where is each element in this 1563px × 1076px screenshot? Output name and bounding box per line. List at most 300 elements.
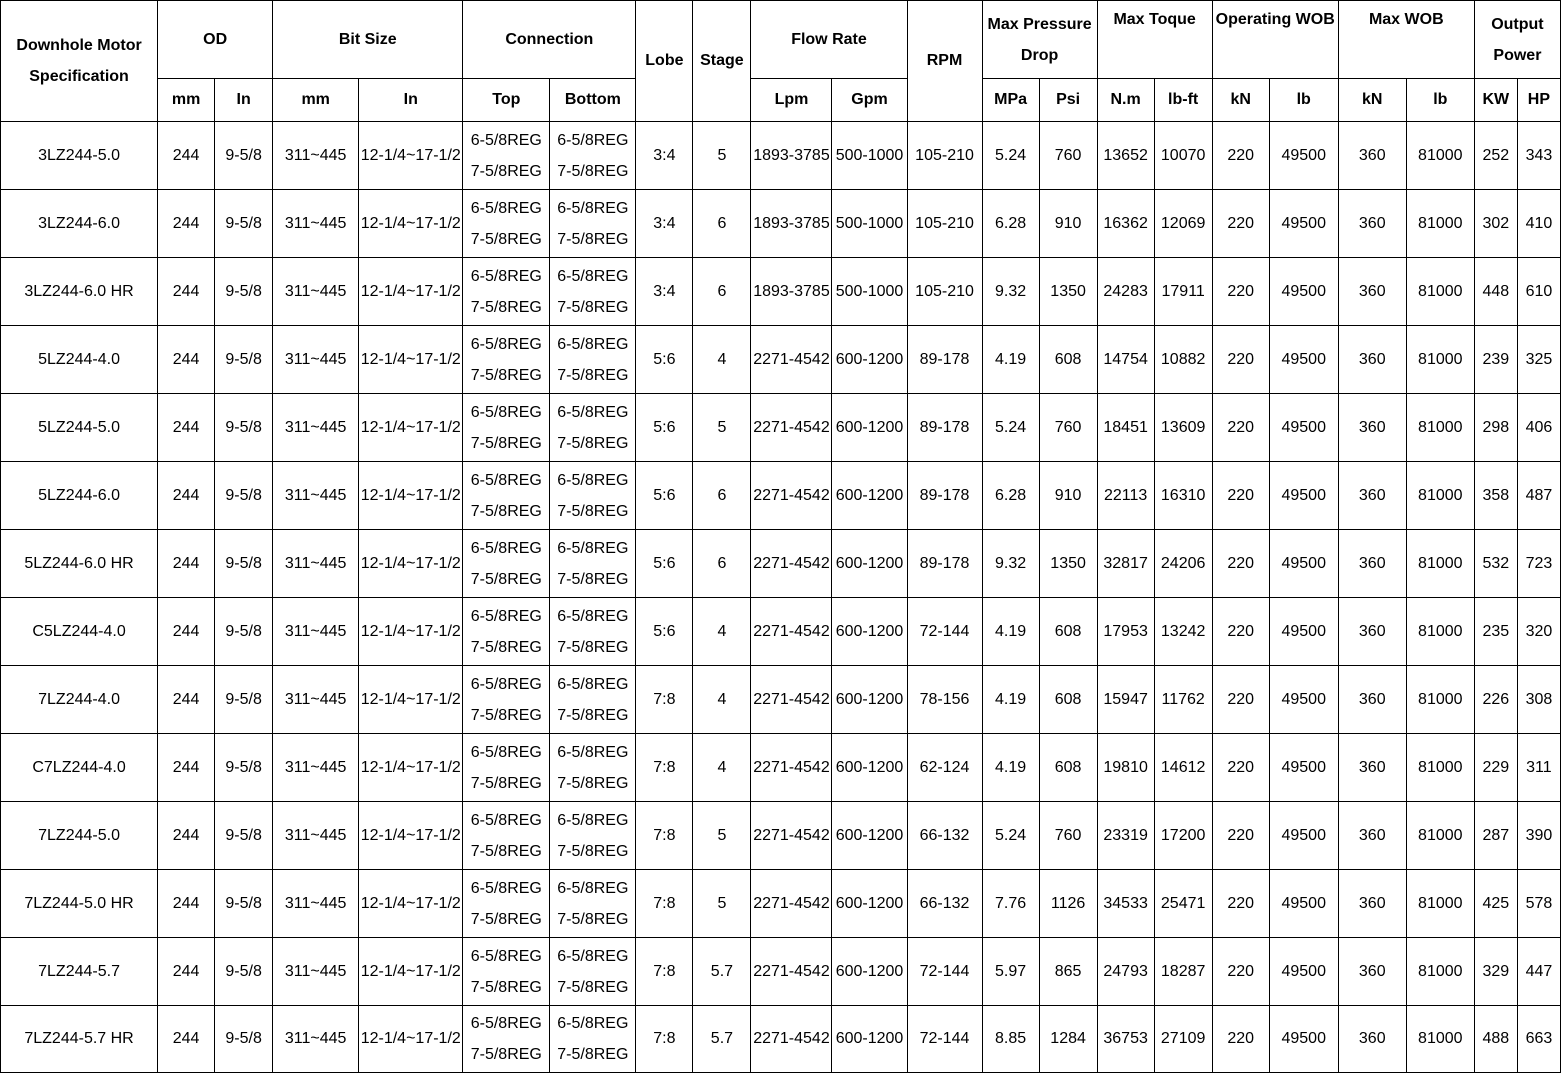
power-hp-cell: 343 [1517, 122, 1560, 190]
max-wob-lb-cell: 81000 [1406, 394, 1474, 462]
rpm-cell: 62-124 [907, 734, 982, 802]
od-mm-cell: 244 [158, 190, 215, 258]
connection-thread: 6-5/8REG [557, 539, 629, 557]
max-wob-lb-cell: 81000 [1406, 258, 1474, 326]
op-wob-kn-cell: 220 [1212, 802, 1269, 870]
torque-nm-cell: 19810 [1097, 734, 1154, 802]
connection-thread: 6-5/8REG [557, 1015, 629, 1032]
lobe-cell: 7:8 [636, 802, 693, 870]
stage-cell: 5.7 [693, 938, 751, 1006]
connection-thread: 7-5/8REG [557, 842, 629, 860]
connection-thread: 7-5/8REG [470, 978, 542, 996]
flow-gpm-cell: 600-1200 [832, 530, 907, 598]
connection-top-cell [463, 462, 550, 530]
power-kw-cell: 239 [1474, 326, 1517, 394]
table-row [1, 598, 1561, 666]
flow-lpm-cell: 2271-4542 [751, 462, 832, 530]
max-wob-lb-cell: 81000 [1406, 1006, 1474, 1073]
flow-lpm-cell: 2271-4542 [751, 394, 832, 462]
connection-thread: 7-5/8REG [557, 706, 629, 724]
flow-gpm-cell: 600-1200 [832, 734, 907, 802]
connection-thread: 7-5/8REG [557, 774, 629, 792]
connection-bottom-cell [550, 802, 636, 870]
header-connection: Connection [463, 1, 636, 79]
od-in-cell: 9-5/8 [215, 938, 273, 1006]
pressure-psi-cell: 608 [1039, 598, 1097, 666]
flow-lpm-cell: 2271-4542 [751, 326, 832, 394]
stage-cell: 5 [693, 122, 751, 190]
od-mm-cell: 244 [158, 802, 215, 870]
lobe-cell: 3:4 [636, 258, 693, 326]
flow-gpm-cell: 600-1200 [832, 938, 907, 1006]
table-row [1, 394, 1561, 462]
bit-mm-cell: 311~445 [273, 598, 359, 666]
max-wob-kn-cell: 360 [1338, 394, 1406, 462]
torque-nm-cell: 17953 [1097, 598, 1154, 666]
unit-od-mm: mm [158, 79, 215, 122]
model-cell: 3LZ244-5.0 [1, 122, 158, 190]
connection-thread: 6-5/8REG [557, 471, 629, 489]
od-in-cell: 9-5/8 [215, 122, 273, 190]
unit-op-wob-lb: lb [1269, 79, 1338, 122]
max-wob-kn-cell: 360 [1338, 938, 1406, 1006]
header-max-pressure-drop: Max Pressure Drop [982, 1, 1097, 79]
bit-mm-cell: 311~445 [273, 122, 359, 190]
torque-lbft-cell: 27109 [1154, 1006, 1212, 1073]
connection-thread: 6-5/8REG [557, 267, 629, 285]
connection-thread: 7-5/8REG [557, 978, 629, 996]
torque-nm-cell: 24793 [1097, 938, 1154, 1006]
power-kw-cell: 358 [1474, 462, 1517, 530]
rpm-cell: 89-178 [907, 326, 982, 394]
torque-lbft-cell: 17200 [1154, 802, 1212, 870]
lobe-cell: 3:4 [636, 122, 693, 190]
connection-top-cell [463, 938, 550, 1006]
op-wob-kn-cell: 220 [1212, 394, 1269, 462]
torque-nm-cell: 34533 [1097, 870, 1154, 938]
model-cell: 3LZ244-6.0 [1, 190, 158, 258]
connection-thread: 7-5/8REG [470, 1046, 542, 1063]
torque-nm-cell: 16362 [1097, 190, 1154, 258]
torque-nm-cell: 15947 [1097, 666, 1154, 734]
pressure-psi-cell: 865 [1039, 938, 1097, 1006]
connection-thread: 7-5/8REG [557, 230, 629, 248]
table-row [1, 462, 1561, 530]
od-in-cell: 9-5/8 [215, 530, 273, 598]
pressure-psi-cell: 608 [1039, 326, 1097, 394]
torque-nm-cell: 32817 [1097, 530, 1154, 598]
op-wob-lb-cell: 49500 [1269, 258, 1338, 326]
op-wob-kn-cell: 220 [1212, 598, 1269, 666]
model-cell: 5LZ244-4.0 [1, 326, 158, 394]
lobe-cell: 3:4 [636, 190, 693, 258]
header-bit-size: Bit Size [273, 1, 463, 79]
connection-bottom-cell [550, 326, 636, 394]
op-wob-lb-cell: 49500 [1269, 598, 1338, 666]
stage-cell: 5.7 [693, 1006, 751, 1073]
power-kw-cell: 425 [1474, 870, 1517, 938]
bit-mm-cell: 311~445 [273, 462, 359, 530]
flow-gpm-cell: 600-1200 [832, 462, 907, 530]
connection-thread: 6-5/8REG [470, 675, 542, 693]
od-in-cell: 9-5/8 [215, 326, 273, 394]
connection-thread: 7-5/8REG [557, 570, 629, 588]
bit-mm-cell: 311~445 [273, 802, 359, 870]
pressure-psi-cell: 1350 [1039, 530, 1097, 598]
rpm-cell: 72-144 [907, 938, 982, 1006]
torque-nm-cell: 36753 [1097, 1006, 1154, 1073]
connection-top-cell [463, 530, 550, 598]
bit-in-cell: 12-1/4~17-1/2 [359, 326, 463, 394]
op-wob-kn-cell: 220 [1212, 462, 1269, 530]
pressure-psi-cell: 760 [1039, 802, 1097, 870]
pressure-mpa-cell: 7.76 [982, 870, 1039, 938]
torque-lbft-cell: 16310 [1154, 462, 1212, 530]
max-wob-lb-cell: 81000 [1406, 598, 1474, 666]
connection-top-cell [463, 666, 550, 734]
unit-bit-in: In [359, 79, 463, 122]
power-hp-cell: 308 [1517, 666, 1560, 734]
flow-lpm-cell: 1893-3785 [751, 190, 832, 258]
op-wob-lb-cell: 49500 [1269, 1006, 1338, 1073]
flow-gpm-cell: 600-1200 [832, 870, 907, 938]
connection-bottom-cell [550, 938, 636, 1006]
stage-cell: 5 [693, 394, 751, 462]
bit-in-cell: 12-1/4~17-1/2 [359, 530, 463, 598]
stage-cell: 6 [693, 258, 751, 326]
od-mm-cell: 244 [158, 326, 215, 394]
op-wob-lb-cell: 49500 [1269, 666, 1338, 734]
torque-nm-cell: 18451 [1097, 394, 1154, 462]
stage-cell: 4 [693, 734, 751, 802]
od-in-cell: 9-5/8 [215, 802, 273, 870]
power-kw-cell: 448 [1474, 258, 1517, 326]
op-wob-lb-cell: 49500 [1269, 734, 1338, 802]
max-wob-lb-cell: 81000 [1406, 870, 1474, 938]
connection-thread: 6-5/8REG [470, 335, 542, 353]
op-wob-lb-cell: 49500 [1269, 530, 1338, 598]
unit-conn-bottom: Bottom [550, 79, 636, 122]
connection-bottom-cell [550, 734, 636, 802]
flow-lpm-cell: 1893-3785 [751, 258, 832, 326]
op-wob-kn-cell: 220 [1212, 734, 1269, 802]
connection-thread: 7-5/8REG [557, 1046, 629, 1063]
connection-thread: 6-5/8REG [470, 403, 542, 421]
connection-thread: 7-5/8REG [470, 842, 542, 860]
connection-top-cell [463, 734, 550, 802]
op-wob-kn-cell: 220 [1212, 530, 1269, 598]
max-wob-kn-cell: 360 [1338, 598, 1406, 666]
pressure-mpa-cell: 4.19 [982, 734, 1039, 802]
torque-lbft-cell: 10882 [1154, 326, 1212, 394]
table-row [1, 326, 1561, 394]
torque-lbft-cell: 13609 [1154, 394, 1212, 462]
connection-thread: 6-5/8REG [557, 199, 629, 217]
pressure-mpa-cell: 5.97 [982, 938, 1039, 1006]
torque-lbft-cell: 12069 [1154, 190, 1212, 258]
flow-lpm-cell: 2271-4542 [751, 870, 832, 938]
power-kw-cell: 287 [1474, 802, 1517, 870]
unit-power-hp: HP [1517, 79, 1560, 122]
power-kw-cell: 252 [1474, 122, 1517, 190]
connection-bottom-cell [550, 1006, 636, 1073]
pressure-mpa-cell: 6.28 [982, 190, 1039, 258]
power-hp-cell: 390 [1517, 802, 1560, 870]
od-in-cell: 9-5/8 [215, 1006, 273, 1073]
lobe-cell: 5:6 [636, 394, 693, 462]
power-hp-cell: 311 [1517, 734, 1560, 802]
bit-mm-cell: 311~445 [273, 1006, 359, 1073]
flow-lpm-cell: 2271-4542 [751, 598, 832, 666]
op-wob-kn-cell: 220 [1212, 326, 1269, 394]
pressure-mpa-cell: 5.24 [982, 122, 1039, 190]
flow-gpm-cell: 600-1200 [832, 598, 907, 666]
torque-lbft-cell: 11762 [1154, 666, 1212, 734]
od-mm-cell: 244 [158, 666, 215, 734]
power-kw-cell: 302 [1474, 190, 1517, 258]
od-mm-cell: 244 [158, 870, 215, 938]
model-cell: 3LZ244-6.0 HR [1, 258, 158, 326]
connection-thread: 6-5/8REG [557, 131, 629, 149]
connection-thread: 7-5/8REG [470, 638, 542, 656]
max-wob-lb-cell: 81000 [1406, 326, 1474, 394]
power-hp-cell: 325 [1517, 326, 1560, 394]
rpm-cell: 66-132 [907, 870, 982, 938]
od-mm-cell: 244 [158, 938, 215, 1006]
pressure-psi-cell: 1350 [1039, 258, 1097, 326]
op-wob-kn-cell: 220 [1212, 666, 1269, 734]
connection-thread: 7-5/8REG [557, 366, 629, 384]
op-wob-kn-cell: 220 [1212, 190, 1269, 258]
lobe-cell: 5:6 [636, 462, 693, 530]
lobe-cell: 7:8 [636, 938, 693, 1006]
max-wob-lb-cell: 81000 [1406, 190, 1474, 258]
table-row [1, 1006, 1561, 1073]
rpm-cell: 72-144 [907, 598, 982, 666]
rpm-cell: 105-210 [907, 122, 982, 190]
model-cell: 5LZ244-6.0 [1, 462, 158, 530]
rpm-cell: 78-156 [907, 666, 982, 734]
connection-thread: 6-5/8REG [470, 1015, 542, 1032]
unit-bit-mm: mm [273, 79, 359, 122]
op-wob-lb-cell: 49500 [1269, 938, 1338, 1006]
torque-lbft-cell: 17911 [1154, 258, 1212, 326]
max-wob-kn-cell: 360 [1338, 870, 1406, 938]
op-wob-lb-cell: 49500 [1269, 462, 1338, 530]
table-row [1, 122, 1561, 190]
pressure-psi-cell: 1126 [1039, 870, 1097, 938]
torque-lbft-cell: 13242 [1154, 598, 1212, 666]
connection-thread: 6-5/8REG [470, 607, 542, 625]
stage-cell: 4 [693, 598, 751, 666]
lobe-cell: 7:8 [636, 734, 693, 802]
max-wob-kn-cell: 360 [1338, 326, 1406, 394]
connection-thread: 7-5/8REG [470, 774, 542, 792]
od-in-cell: 9-5/8 [215, 258, 273, 326]
connection-thread: 6-5/8REG [557, 335, 629, 353]
flow-gpm-cell: 600-1200 [832, 326, 907, 394]
flow-lpm-cell: 1893-3785 [751, 122, 832, 190]
bit-in-cell: 12-1/4~17-1/2 [359, 734, 463, 802]
connection-thread: 6-5/8REG [470, 539, 542, 557]
unit-pressure-psi: Psi [1039, 79, 1097, 122]
power-hp-cell: 578 [1517, 870, 1560, 938]
torque-nm-cell: 22113 [1097, 462, 1154, 530]
lobe-cell: 5:6 [636, 530, 693, 598]
table-row [1, 734, 1561, 802]
header-operating-wob: Operating WOB [1212, 1, 1338, 79]
connection-thread: 6-5/8REG [557, 403, 629, 421]
connection-thread: 7-5/8REG [470, 910, 542, 928]
model-cell: 7LZ244-5.7 HR [1, 1006, 158, 1073]
torque-lbft-cell: 24206 [1154, 530, 1212, 598]
header-od: OD [158, 1, 273, 79]
torque-lbft-cell: 18287 [1154, 938, 1212, 1006]
power-kw-cell: 488 [1474, 1006, 1517, 1073]
power-kw-cell: 532 [1474, 530, 1517, 598]
connection-bottom-cell [550, 190, 636, 258]
bit-mm-cell: 311~445 [273, 734, 359, 802]
flow-gpm-cell: 500-1000 [832, 190, 907, 258]
header-rpm: RPM [907, 1, 982, 122]
header-flow-rate: Flow Rate [751, 1, 907, 79]
connection-thread: 6-5/8REG [470, 743, 542, 761]
table-row [1, 530, 1561, 598]
unit-conn-top: Top [463, 79, 550, 122]
lobe-cell: 7:8 [636, 666, 693, 734]
rpm-cell: 89-178 [907, 530, 982, 598]
unit-op-wob-kn: kN [1212, 79, 1269, 122]
header-lobe: Lobe [636, 1, 693, 122]
pressure-psi-cell: 910 [1039, 462, 1097, 530]
connection-bottom-cell [550, 870, 636, 938]
model-cell: C5LZ244-4.0 [1, 598, 158, 666]
bit-in-cell: 12-1/4~17-1/2 [359, 1006, 463, 1073]
stage-cell: 5 [693, 802, 751, 870]
pressure-mpa-cell: 5.24 [982, 802, 1039, 870]
power-kw-cell: 229 [1474, 734, 1517, 802]
unit-max-wob-lb: lb [1406, 79, 1474, 122]
lobe-cell: 5:6 [636, 326, 693, 394]
power-kw-cell: 329 [1474, 938, 1517, 1006]
pressure-psi-cell: 760 [1039, 394, 1097, 462]
header-output-power: Output Power [1474, 1, 1560, 79]
bit-mm-cell: 311~445 [273, 530, 359, 598]
connection-thread: 6-5/8REG [557, 811, 629, 829]
flow-lpm-cell: 2271-4542 [751, 530, 832, 598]
power-hp-cell: 663 [1517, 1006, 1560, 1073]
od-in-cell: 9-5/8 [215, 666, 273, 734]
od-mm-cell: 244 [158, 122, 215, 190]
connection-thread: 6-5/8REG [557, 675, 629, 693]
connection-thread: 7-5/8REG [470, 502, 542, 520]
flow-lpm-cell: 2271-4542 [751, 666, 832, 734]
rpm-cell: 89-178 [907, 394, 982, 462]
torque-nm-cell: 23319 [1097, 802, 1154, 870]
unit-torque-lbft: lb-ft [1154, 79, 1212, 122]
connection-thread: 7-5/8REG [557, 502, 629, 520]
flow-lpm-cell: 2271-4542 [751, 802, 832, 870]
bit-mm-cell: 311~445 [273, 190, 359, 258]
connection-bottom-cell [550, 598, 636, 666]
power-kw-cell: 226 [1474, 666, 1517, 734]
connection-bottom-cell [550, 258, 636, 326]
bit-in-cell: 12-1/4~17-1/2 [359, 258, 463, 326]
connection-bottom-cell [550, 462, 636, 530]
od-in-cell: 9-5/8 [215, 598, 273, 666]
lobe-cell: 7:8 [636, 870, 693, 938]
model-cell: 7LZ244-4.0 [1, 666, 158, 734]
stage-cell: 4 [693, 666, 751, 734]
torque-lbft-cell: 14612 [1154, 734, 1212, 802]
rpm-cell: 105-210 [907, 190, 982, 258]
max-wob-lb-cell: 81000 [1406, 666, 1474, 734]
header-stage: Stage [693, 1, 751, 122]
connection-thread: 7-5/8REG [470, 706, 542, 724]
torque-nm-cell: 24283 [1097, 258, 1154, 326]
connection-thread: 6-5/8REG [557, 879, 629, 897]
power-hp-cell: 447 [1517, 938, 1560, 1006]
connection-thread: 6-5/8REG [557, 743, 629, 761]
connection-thread: 7-5/8REG [557, 434, 629, 452]
connection-thread: 6-5/8REG [557, 947, 629, 965]
flow-gpm-cell: 500-1000 [832, 122, 907, 190]
torque-nm-cell: 14754 [1097, 326, 1154, 394]
unit-flow-gpm: Gpm [832, 79, 907, 122]
lobe-cell: 5:6 [636, 598, 693, 666]
flow-gpm-cell: 600-1200 [832, 1006, 907, 1073]
stage-cell: 6 [693, 462, 751, 530]
max-wob-kn-cell: 360 [1338, 122, 1406, 190]
connection-thread: 7-5/8REG [470, 434, 542, 452]
model-cell: 7LZ244-5.0 [1, 802, 158, 870]
connection-thread: 7-5/8REG [557, 298, 629, 316]
header-max-wob: Max WOB [1338, 1, 1474, 79]
connection-thread: 7-5/8REG [470, 570, 542, 588]
table-row [1, 870, 1561, 938]
pressure-mpa-cell: 4.19 [982, 598, 1039, 666]
unit-pressure-mpa: MPa [982, 79, 1039, 122]
bit-in-cell: 12-1/4~17-1/2 [359, 462, 463, 530]
connection-thread: 6-5/8REG [470, 471, 542, 489]
od-mm-cell: 244 [158, 1006, 215, 1073]
bit-mm-cell: 311~445 [273, 258, 359, 326]
od-mm-cell: 244 [158, 394, 215, 462]
op-wob-lb-cell: 49500 [1269, 394, 1338, 462]
pressure-mpa-cell: 5.24 [982, 394, 1039, 462]
bit-in-cell: 12-1/4~17-1/2 [359, 122, 463, 190]
power-hp-cell: 610 [1517, 258, 1560, 326]
connection-thread: 6-5/8REG [470, 131, 542, 149]
pressure-mpa-cell: 6.28 [982, 462, 1039, 530]
flow-lpm-cell: 2271-4542 [751, 734, 832, 802]
unit-torque-nm: N.m [1097, 79, 1154, 122]
connection-bottom-cell [550, 394, 636, 462]
max-wob-kn-cell: 360 [1338, 802, 1406, 870]
connection-bottom-cell [550, 530, 636, 598]
bit-mm-cell: 311~445 [273, 666, 359, 734]
stage-cell: 5 [693, 870, 751, 938]
rpm-cell: 72-144 [907, 1006, 982, 1073]
op-wob-kn-cell: 220 [1212, 258, 1269, 326]
rpm-cell: 89-178 [907, 462, 982, 530]
connection-top-cell [463, 598, 550, 666]
max-wob-lb-cell: 81000 [1406, 462, 1474, 530]
bit-in-cell: 12-1/4~17-1/2 [359, 666, 463, 734]
op-wob-kn-cell: 220 [1212, 122, 1269, 190]
power-hp-cell: 410 [1517, 190, 1560, 258]
max-wob-lb-cell: 81000 [1406, 938, 1474, 1006]
